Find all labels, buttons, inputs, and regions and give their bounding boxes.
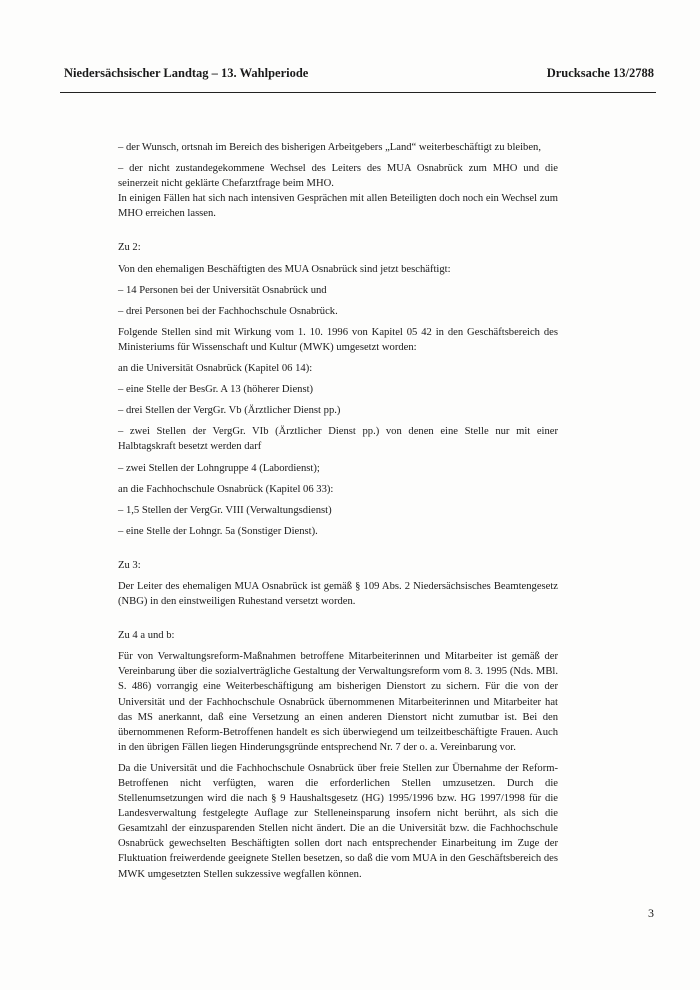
list-item: – zwei Stellen der VergGr. VIb (Ärztlicher Dienst pp.) von denen eine Stelle nur mit einer Halbtagskraft besetzt werden darf — [118, 426, 558, 453]
document-body — [118, 140, 558, 882]
list-item: – der nicht zustandegekommene Wechsel des Leiters des MUA Osnabrück zum MHO und die seinerzeit nicht geklärte Chefarztfrage beim MHO. — [118, 163, 558, 190]
list-item: – eine Stelle der BesGr. A 13 (höherer Dienst) — [118, 384, 314, 396]
paragraph: an die Fachhochschule Osnabrück (Kapitel 06 33): — [118, 483, 334, 495]
paragraph: Folgende Stellen sind mit Wirkung vom 1. 10. 1996 von Kapitel 05 42 in den Geschäftsbereich des Ministeriums für Wissenschaft und Kultur (MWK) umgesetzt worden: — [118, 326, 558, 353]
section-heading: Zu 3: — [118, 559, 141, 571]
paragraph: Der Leiter des ehemaligen MUA Osnabrück ist gemäß § 109 Abs. 2 Niedersächsisches Beamtengesetz (NBG) in den einstweiligen Ruhestand versetzt worden. — [118, 580, 558, 608]
paragraph: Von den ehemaligen Beschäftigten des MUA Osnabrück sind jetzt beschäftigt: — [118, 263, 451, 275]
paragraph: Für von Verwaltungsreform-Maßnahmen betroffene Mitarbeiterinnen und Mitarbeiter ist gemäß der Vereinbarung über die sozialverträgliche Gestaltung der Verwaltungsreform vom 8. 3. 1995 (Nds. MBl. S. 486) vorrangig eine Weiterbeschäftigung am bisherigen Dienstort zu sichern. Für die von der Universität und der Fachhochschule Osnabrück übernommenen Mitarbeiterinnen und Mitarbeiter hat das MS anerkannt, daß eine Versetzung an einen anderen Dienstort nicht zumutbar ist. Bei den übernommenen Reform-Betroffenen handelt es sich überwiegend um teilzeitbeschäftigte Frauen. Auch in den übrigen Fällen liegen Hinderungsgründe entsprechend Nr. 7 der o. a. Vereinbarung vor. — [118, 651, 558, 753]
paragraph: Da die Universität und die Fachhochschule Osnabrück über freie Stellen zur Übernahme der Reform-Betroffenen nicht verfügten, waren die erforderlichen Stellen umzusetzen. Durch die Stellenumsetzungen wird die nach § 9 Haushaltsgesetz (HG) 1995/1996 bzw. HG 1997/1998 für die Landesverwaltung festgelegte Auflage zur Stelleneinsparung insofern nicht berührt, als sich die Gesamtzahl der einzusparenden Stellen nicht ändert. Die an die Universität bzw. die Fachhochschule Osnabrück gewechselten Beschäftigten sollen dort nach entsprechender Einarbeitung im Zuge der Fluktuation freiwerdende geeignete Stellen besetzen, so daß die vom MUA in den Geschäftsbereich des MWK umgesetzten Stellen sukzessive wegfallen können. — [118, 762, 558, 880]
page-header — [64, 66, 654, 81]
list-item: – 1,5 Stellen der VergGr. VIII (Verwaltungsdienst) — [118, 504, 332, 516]
section-heading: Zu 2: — [118, 242, 141, 254]
list-item: – eine Stelle der Lohngr. 5a (Sonstiger Dienst). — [118, 525, 318, 537]
paragraph: In einigen Fällen hat sich nach intensiven Gesprächen mit allen Beteiligten doch noch ein Wechsel zum MHO erreichen lassen. — [118, 193, 558, 220]
header-rule — [60, 92, 656, 93]
list-item: – zwei Stellen der Lohngruppe 4 (Labordienst); — [118, 462, 320, 474]
list-item: – 14 Personen bei der Universität Osnabrück und — [118, 284, 327, 296]
page-number: 3 — [648, 906, 654, 920]
list-item: – der Wunsch, ortsnah im Bereich des bisherigen Arbeitgebers „Land“ weiterbeschäftigt zu bleiben, — [118, 142, 541, 153]
header-title: Niedersächsischer Landtag – 13. Wahlperiode — [64, 66, 309, 80]
list-item: – drei Personen bei der Fachhochschule Osnabrück. — [118, 305, 338, 317]
list-item: – drei Stellen der VergGr. Vb (Ärztlicher Dienst pp.) — [118, 405, 341, 417]
section-heading: Zu 4 a und b: — [118, 630, 175, 642]
header-document-number: Drucksache 13/2788 — [546, 66, 654, 80]
paragraph: an die Universität Osnabrück (Kapitel 06 14): — [118, 363, 313, 375]
